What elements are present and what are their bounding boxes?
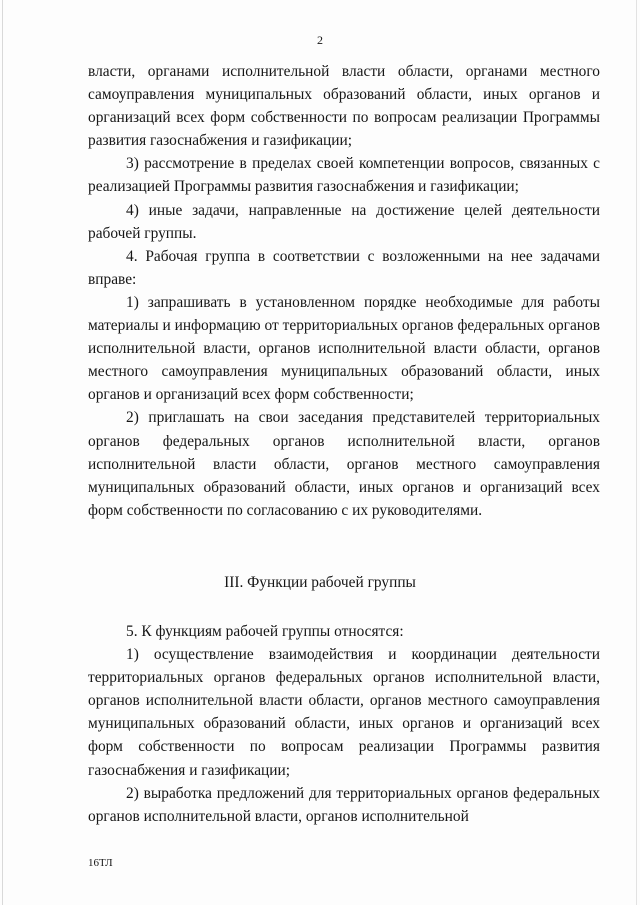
- page-number: 2: [317, 33, 323, 47]
- paragraph: 2) выработка предложений для территориальных органов федеральных органов исполнительной власти, органов исполнительной: [88, 784, 600, 825]
- paragraph: 3) рассмотрение в пределах своей компетенции вопросов, связанных с реализацией Программы развития газоснабжения и газификации;: [88, 155, 600, 196]
- paragraph: власти, органами исполнительной власти области, органами местного самоуправления муниципальных образований области, иных органов и организаций всех форм собственности по вопросам реализации Программы развития газоснабжения и газификации;: [88, 63, 600, 150]
- body-text-bottom: [88, 620, 600, 828]
- paragraph: 5. К функциям рабочей группы относятся:: [126, 623, 404, 640]
- scan-edge-right: [636, 0, 637, 905]
- paragraph: 2) приглашать на свои заседания представителей территориальных органов федеральных органов исполнительной власти, органов исполнительной власти области, органов местного самоуправления муниципальных образований области, иных органов и организаций всех форм собственности по согласованию с их руководителями.: [88, 409, 600, 519]
- paragraph: 4. Рабочая группа в соответствии с возложенными на нее задачами вправе:: [88, 247, 600, 288]
- body-text-top: [88, 60, 600, 522]
- section-heading: III. Функции рабочей группы: [224, 574, 416, 591]
- paragraph: 4) иные задачи, направленные на достижение целей деятельности рабочей группы.: [88, 201, 600, 242]
- scan-edge-left: [2, 0, 3, 905]
- paragraph: 1) запрашивать в установленном порядке необходимые для работы материалы и информацию от территориальных органов федеральных органов исполнительной власти, органов исполнительной власти области, органов местного самоуправления муниципальных образований области, иных органов и организаций всех форм собственности;: [88, 293, 600, 404]
- paragraph: 1) осуществление взаимодействия и координации деятельности территориальных органов федеральных органов исполнительной власти, органов исполнительной власти области, органов местного самоуправления муниципальных образований области, иных органов и организаций всех форм собственности по вопросам реализации Программы развития газоснабжения и газификации;: [88, 646, 600, 779]
- footer-code: 16ТЛ: [88, 857, 113, 869]
